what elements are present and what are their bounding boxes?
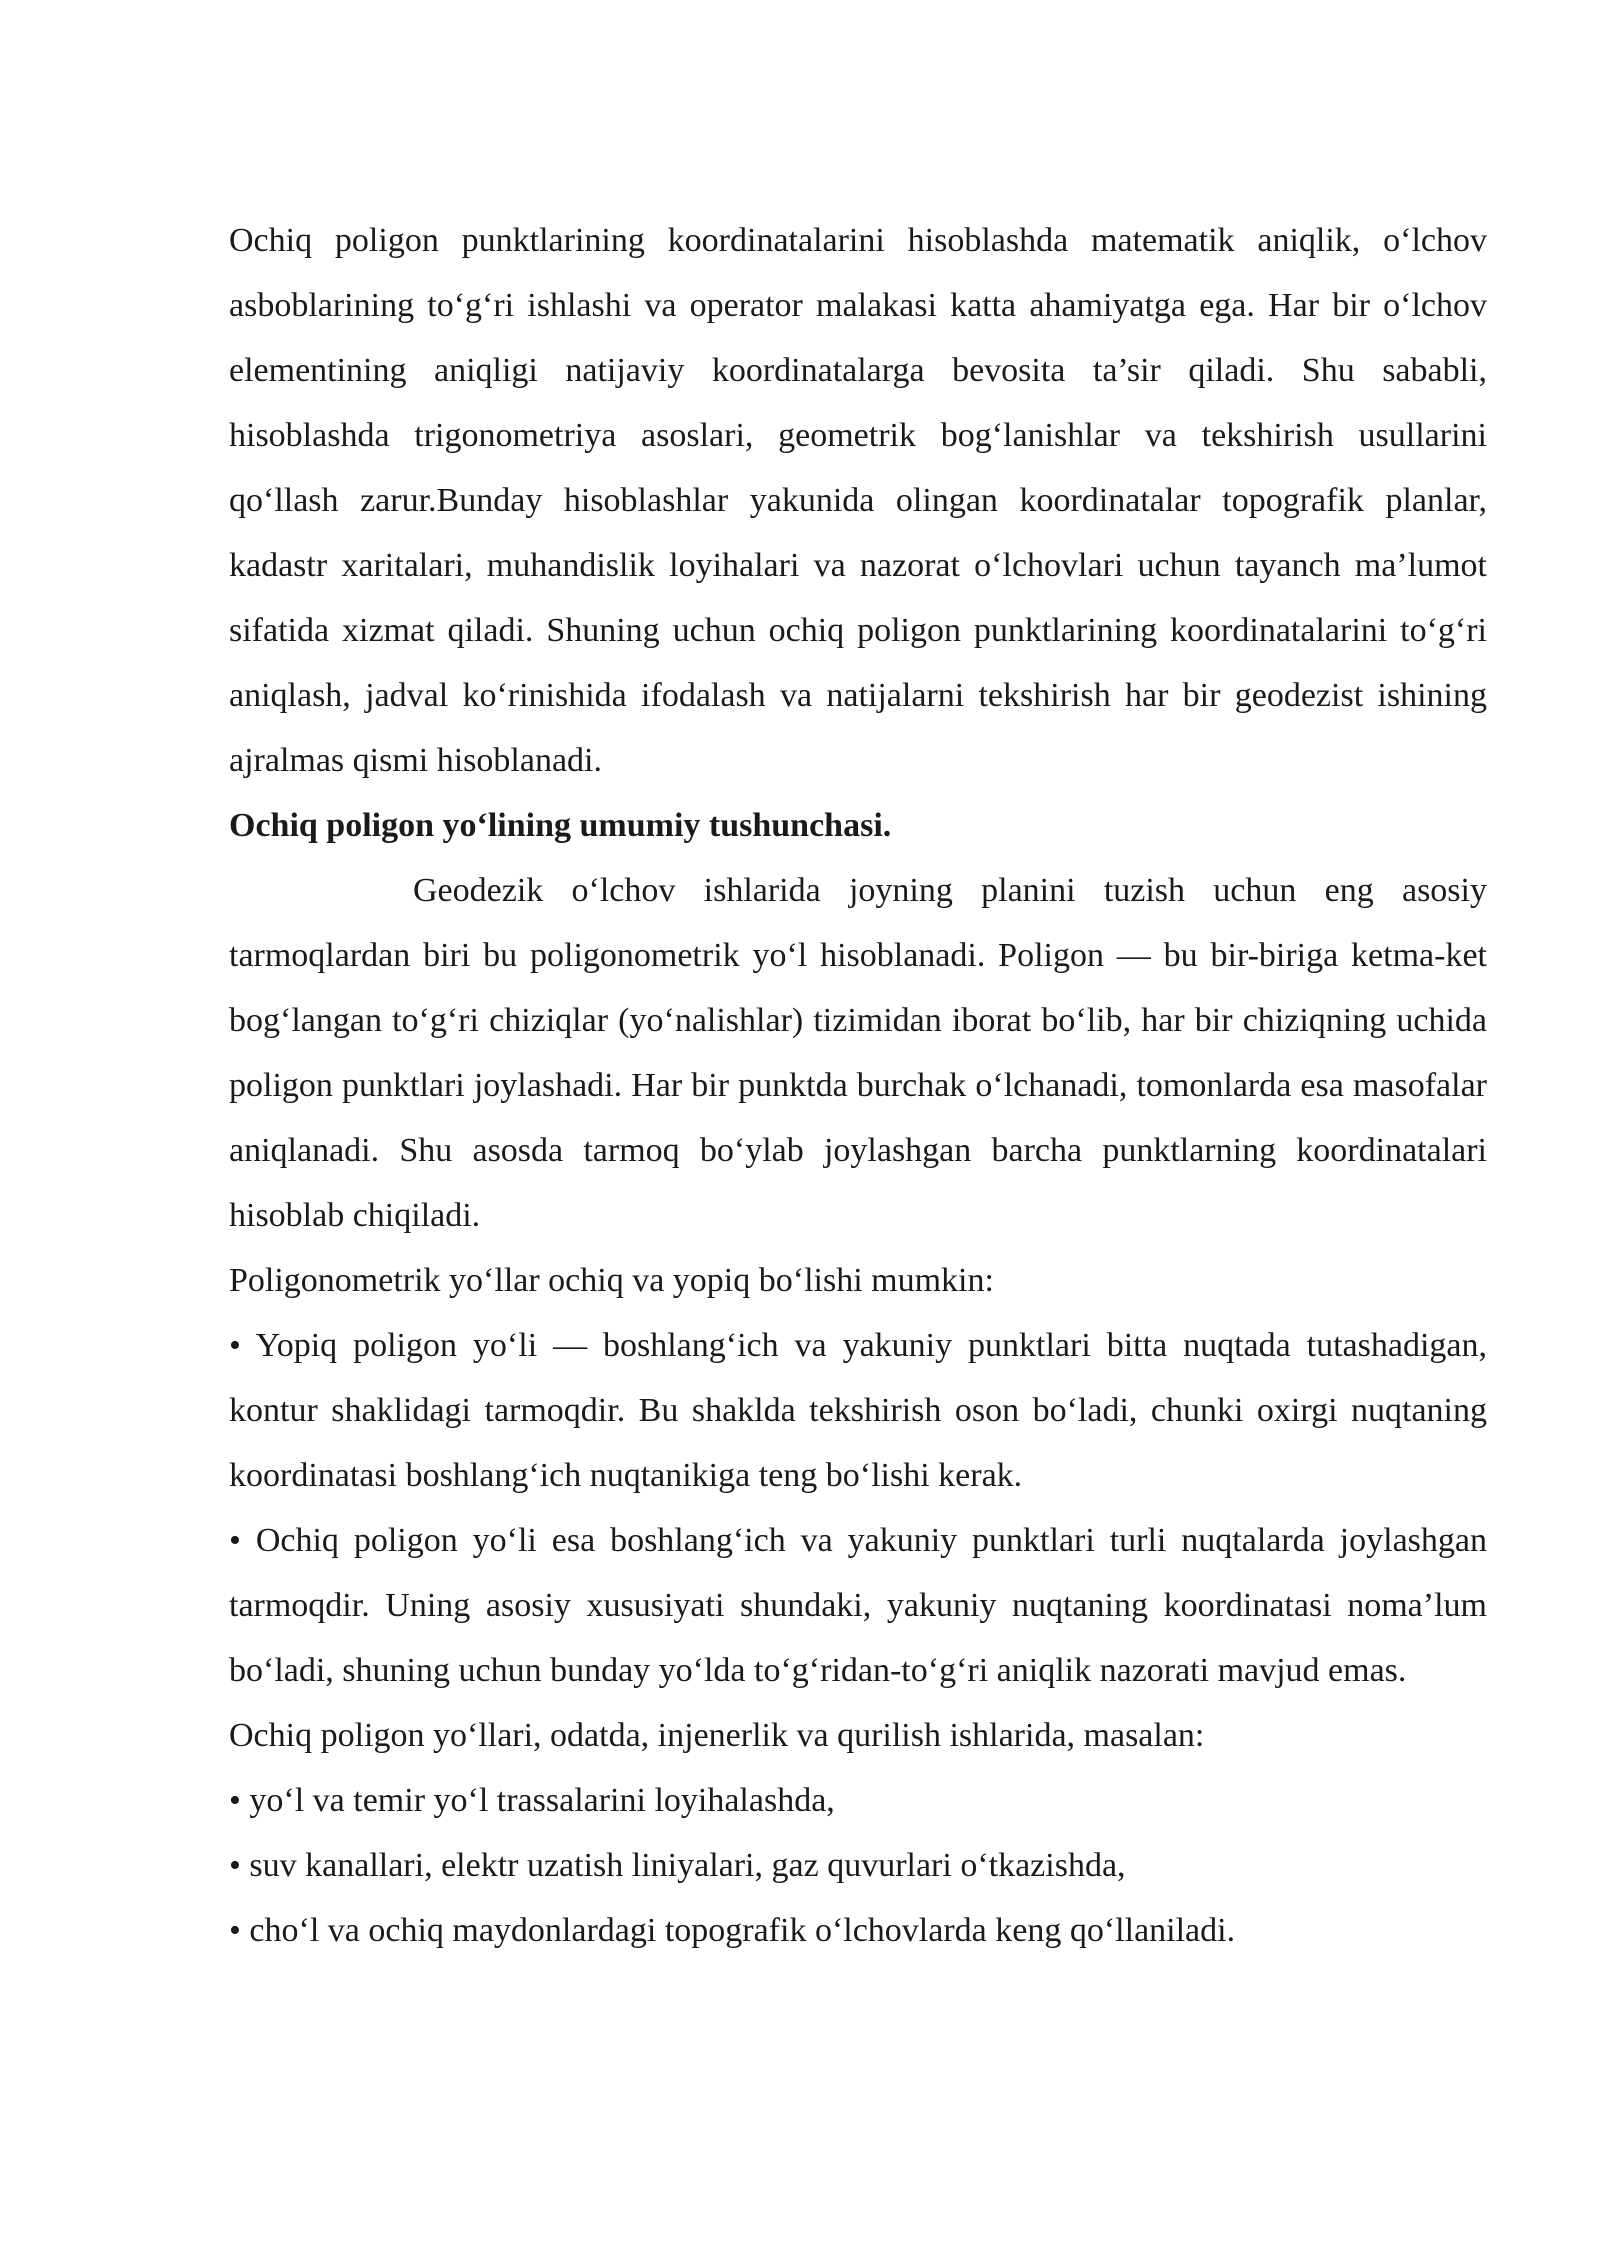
definition-paragraph: Geodezik o‘lchov ishlarida joyning planini tuzish uchun eng asosiy tarmoqlardan biri bu poligonometrik yo‘l hisoblanadi. Poligon — bu bir-biriga ketma-ket bog‘langan to‘g‘ri chiziqlar (yo‘nalishlar) tizimidan iborat bo‘lib, har bir chiziqning uchida poligon punktlari joylashadi. Har bir punktda burchak o‘lchanadi, tomonlarda esa masofalar aniqlanadi. Shu asosda tarmoq bo‘ylab joylashgan barcha punktlarning koordinatalari hisoblab chiqiladi. — [229, 872, 1487, 1234]
list-item-use-utilities: • suv kanallari, elektr uzatish liniyalari, gaz quvurlari o‘tkazishda, — [229, 1847, 1126, 1884]
list-item-open-traverse: • Ochiq poligon yo‘li esa boshlang‘ich va yakuniy punktlari turli nuqtalarda joylashgan tarmoqdir. Uning asosiy xususiyati shundaki, yakuniy nuqtaning koordinatasi noma’lum bo‘ladi, shuning uchun bunday yo‘lda to‘g‘ridan-to‘g‘ri aniqlik nazorati mavjud emas. — [229, 1522, 1487, 1689]
uses-intro: Ochiq poligon yo‘llari, odatda, injenerlik va qurilish ishlarida, masalan: — [229, 1717, 1205, 1754]
section-heading: Ochiq poligon yo‘lining umumiy tushunchasi. — [229, 807, 892, 844]
intro-paragraph: Ochiq poligon punktlarining koordinatalarini hisoblashda matematik aniqlik, o‘lchov asboblarining to‘g‘ri ishlashi va operator malakasi katta ahamiyatga ega. Har bir o‘lchov elementining aniqligi natijaviy koordinatalarga bevosita ta’sir qiladi. Shu sababli, hisoblashda trigonometriya asoslari, geometrik bog‘lanishlar va tekshirish usullarini qo‘llash zarur.Bunday hisoblashlar yakunida olingan koordinatalar topografik planlar, kadastr xaritalari, muhandislik loyihalari va nazorat o‘lchovlari uchun tayanch ma’lumot sifatida xizmat qiladi. Shuning uchun ochiq poligon punktlarining koordinatalarini to‘g‘ri aniqlash, jadval ko‘rinishida ifodalash va natijalarni tekshirish har bir geodezist ishining ajralmas qismi hisoblanadi. — [229, 222, 1487, 779]
list-item-use-topographic: • cho‘l va ochiq maydonlardagi topografik o‘lchovlarda keng qo‘llaniladi. — [229, 1912, 1236, 1949]
document-body — [229, 208, 1487, 1963]
types-intro: Poligonometrik yo‘llar ochiq va yopiq bo‘lishi mumkin: — [229, 1262, 994, 1299]
list-item-closed-traverse: • Yopiq poligon yo‘li — boshlang‘ich va yakuniy punktlari bitta nuqtada tutashadigan, kontur shaklidagi tarmoqdir. Bu shaklda tekshirish oson bo‘ladi, chunki oxirgi nuqtaning koordinatasi boshlang‘ich nuqtanikiga teng bo‘lishi kerak. — [229, 1327, 1487, 1494]
list-item-use-roads: • yo‘l va temir yo‘l trassalarini loyihalashda, — [229, 1782, 835, 1819]
